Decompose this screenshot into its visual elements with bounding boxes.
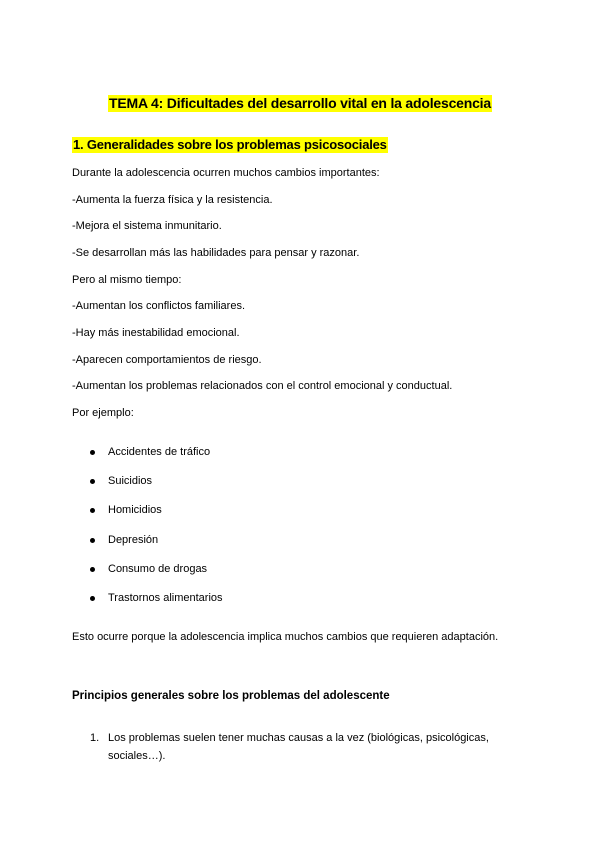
- paragraph-conclusion: Esto ocurre porque la adolescencia implica muchos cambios que requieren adaptación.: [72, 631, 499, 643]
- section-heading: 1. Generalidades sobre los problemas psicosociales: [73, 137, 387, 152]
- list-item-text: Homicidios: [108, 504, 162, 516]
- paragraph-line: Pero al mismo tiempo:: [72, 274, 182, 286]
- list-item-text: Trastornos alimentarios: [108, 592, 223, 604]
- bullet-icon: [90, 596, 95, 601]
- subsection-heading: Principios generales sobre los problemas del adolescente: [72, 690, 390, 702]
- paragraph-line: -Aumenta la fuerza física y la resistencia.: [72, 194, 273, 206]
- paragraph-intro: Durante la adolescencia ocurren muchos cambios importantes:: [72, 167, 380, 179]
- paragraph-line: -Aumentan los conflictos familiares.: [72, 300, 246, 312]
- paragraph-line: Por ejemplo:: [72, 407, 134, 419]
- bullet-icon: [90, 508, 95, 513]
- paragraph-line: -Aparecen comportamientos de riesgo.: [72, 354, 262, 366]
- document-title: TEMA 4: Dificultades del desarrollo vital en la adolescencia: [109, 95, 491, 111]
- bullet-icon: [90, 479, 95, 484]
- list-item-text: Los problemas suelen tener muchas causas a la vez (biológicas, psicológicas, sociales…).: [108, 732, 489, 762]
- list-item-text: Depresión: [108, 534, 159, 546]
- paragraph-line: -Hay más inestabilidad emocional.: [72, 327, 240, 339]
- bullet-icon: [90, 567, 95, 572]
- bullet-icon: [90, 450, 95, 455]
- list-item-text: Suicidios: [108, 475, 153, 487]
- paragraph-line: -Mejora el sistema inmunitario.: [72, 220, 222, 232]
- list-item-text: Consumo de drogas: [108, 563, 208, 575]
- list-item-text: Accidentes de tráfico: [108, 446, 211, 458]
- title-container: [0, 95, 600, 113]
- list-number: 1.: [90, 732, 100, 744]
- paragraph-line: -Se desarrollan más las habilidades para pensar y razonar.: [72, 247, 360, 259]
- bullet-icon: [90, 538, 95, 543]
- paragraph-line: -Aumentan los problemas relacionados con el control emocional y conductual.: [72, 380, 453, 392]
